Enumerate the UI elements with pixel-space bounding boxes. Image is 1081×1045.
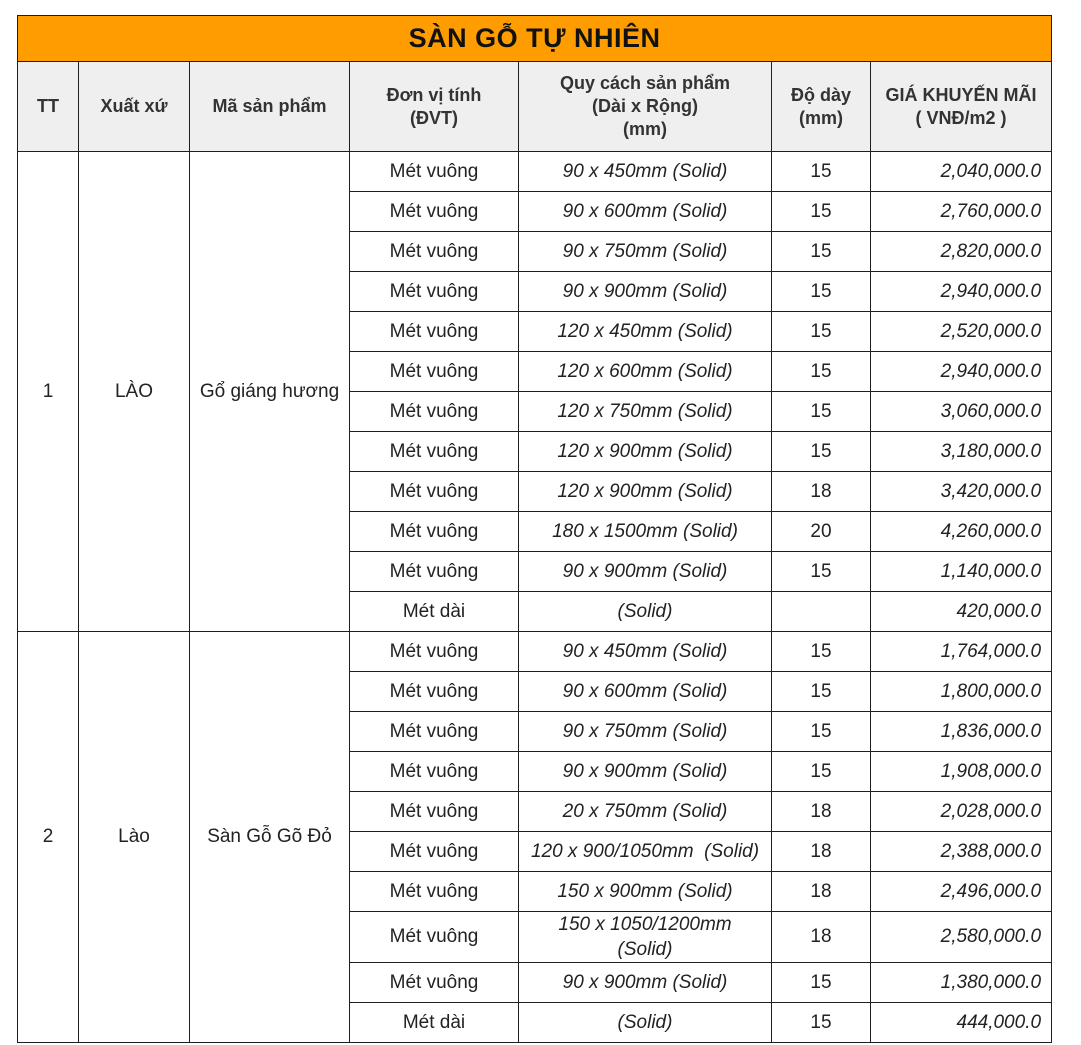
cell-spec: 120 x 900mm (Solid) [519,472,772,512]
cell-thickness: 18 [772,832,871,872]
cell-thickness: 15 [772,192,871,232]
cell-unit: Mét vuông [350,352,519,392]
cell-price: 3,180,000.0 [871,432,1052,472]
group-code: Sàn Gỗ Gõ Đỏ [190,632,350,1043]
cell-unit: Mét vuông [350,672,519,712]
cell-thickness: 15 [772,712,871,752]
cell-spec: 90 x 900mm (Solid) [519,272,772,312]
cell-spec: 90 x 450mm (Solid) [519,152,772,192]
header-origin: Xuất xứ [79,62,190,152]
cell-price: 2,040,000.0 [871,152,1052,192]
cell-spec: 90 x 750mm (Solid) [519,712,772,752]
table-row [18,152,1052,192]
group-tt: 1 [18,152,79,632]
cell-thickness: 15 [772,752,871,792]
cell-unit: Mét vuông [350,392,519,432]
cell-spec: 20 x 750mm (Solid) [519,792,772,832]
cell-price: 2,820,000.0 [871,232,1052,272]
cell-unit: Mét vuông [350,792,519,832]
cell-spec: 150 x 900mm (Solid) [519,872,772,912]
cell-unit: Mét vuông [350,832,519,872]
cell-spec: 120 x 750mm (Solid) [519,392,772,432]
table-title: SÀN GỖ TỰ NHIÊN [18,16,1052,62]
cell-unit: Mét vuông [350,272,519,312]
cell-unit: Mét vuông [350,712,519,752]
cell-unit: Mét dài [350,1003,519,1043]
header-spec-line1: Quy cách sản phẩm [559,73,731,93]
cell-spec: 90 x 450mm (Solid) [519,632,772,672]
header-spec-line3: (mm) [623,119,667,139]
cell-spec-line2: (Solid) [617,939,673,960]
cell-spec: 120 x 900/1050mm (Solid) [519,832,772,872]
header-unit-line1: Đơn vị tính [386,84,482,105]
cell-price: 2,388,000.0 [871,832,1052,872]
cell-price: 3,420,000.0 [871,472,1052,512]
cell-spec [519,912,772,963]
cell-thickness: 18 [772,472,871,512]
cell-unit: Mét vuông [350,912,519,963]
group-origin: LÀO [79,152,190,632]
cell-thickness: 15 [772,352,871,392]
cell-thickness: 15 [772,312,871,352]
header-unit-line2: (ĐVT) [410,107,458,128]
header-spec [519,62,772,152]
cell-unit: Mét vuông [350,632,519,672]
cell-unit: Mét vuông [350,192,519,232]
cell-price: 420,000.0 [871,592,1052,632]
cell-unit: Mét vuông [350,472,519,512]
cell-price: 2,760,000.0 [871,192,1052,232]
header-row [18,62,1052,152]
cell-price: 2,580,000.0 [871,912,1052,963]
cell-spec: 120 x 900mm (Solid) [519,432,772,472]
header-thickness-line2: (mm) [799,107,843,128]
cell-spec: 120 x 450mm (Solid) [519,312,772,352]
cell-spec: 90 x 900mm (Solid) [519,752,772,792]
cell-unit: Mét vuông [350,512,519,552]
cell-price: 2,028,000.0 [871,792,1052,832]
cell-spec: 90 x 900mm (Solid) [519,552,772,592]
cell-price: 2,520,000.0 [871,312,1052,352]
cell-thickness: 15 [772,963,871,1003]
cell-unit: Mét vuông [350,963,519,1003]
cell-thickness: 15 [772,632,871,672]
cell-unit: Mét vuông [350,552,519,592]
cell-unit: Mét dài [350,592,519,632]
cell-spec: 90 x 600mm (Solid) [519,192,772,232]
cell-thickness: 15 [772,432,871,472]
header-spec-line2: (Dài x Rộng) [592,96,698,116]
cell-thickness: 20 [772,512,871,552]
cell-price: 1,764,000.0 [871,632,1052,672]
cell-thickness: 15 [772,152,871,192]
cell-price: 3,060,000.0 [871,392,1052,432]
header-tt: TT [18,62,79,152]
header-code: Mã sản phẩm [190,62,350,152]
header-price [871,62,1052,152]
cell-price: 1,800,000.0 [871,672,1052,712]
cell-price: 2,940,000.0 [871,272,1052,312]
header-thickness-line1: Độ dày [790,84,851,105]
cell-spec: 90 x 600mm (Solid) [519,672,772,712]
header-unit [350,62,519,152]
cell-price: 2,940,000.0 [871,352,1052,392]
cell-spec: 180 x 1500mm (Solid) [519,512,772,552]
cell-spec: 120 x 600mm (Solid) [519,352,772,392]
cell-thickness: 15 [772,672,871,712]
cell-unit: Mét vuông [350,312,519,352]
cell-thickness: 15 [772,392,871,432]
cell-price: 1,380,000.0 [871,963,1052,1003]
group-origin: Lào [79,632,190,1043]
cell-price: 1,836,000.0 [871,712,1052,752]
table-row [18,632,1052,672]
cell-thickness: 18 [772,792,871,832]
cell-spec: (Solid) [519,592,772,632]
cell-price: 4,260,000.0 [871,512,1052,552]
cell-unit: Mét vuông [350,872,519,912]
cell-price: 444,000.0 [871,1003,1052,1043]
cell-thickness [772,592,871,632]
cell-unit: Mét vuông [350,432,519,472]
cell-unit: Mét vuông [350,752,519,792]
cell-unit: Mét vuông [350,152,519,192]
cell-price: 1,908,000.0 [871,752,1052,792]
cell-price: 2,496,000.0 [871,872,1052,912]
cell-spec: (Solid) [519,1003,772,1043]
cell-thickness: 15 [772,552,871,592]
cell-thickness: 18 [772,872,871,912]
price-table [17,15,1052,1043]
cell-unit: Mét vuông [350,232,519,272]
cell-spec: 90 x 900mm (Solid) [519,963,772,1003]
cell-price: 1,140,000.0 [871,552,1052,592]
cell-thickness: 15 [772,272,871,312]
group-code: Gổ giáng hương [190,152,350,632]
header-price-line2: ( VNĐ/m2 ) [915,107,1007,128]
cell-spec: 90 x 750mm (Solid) [519,232,772,272]
cell-thickness: 15 [772,1003,871,1043]
cell-spec-line1: 150 x 1050/1200mm [558,914,732,935]
cell-thickness: 15 [772,232,871,272]
header-thickness [772,62,871,152]
group-tt: 2 [18,632,79,1043]
header-price-line1: GIÁ KHUYẾN MÃI [885,84,1037,105]
cell-thickness: 18 [772,912,871,963]
price-sheet [17,15,1051,1043]
